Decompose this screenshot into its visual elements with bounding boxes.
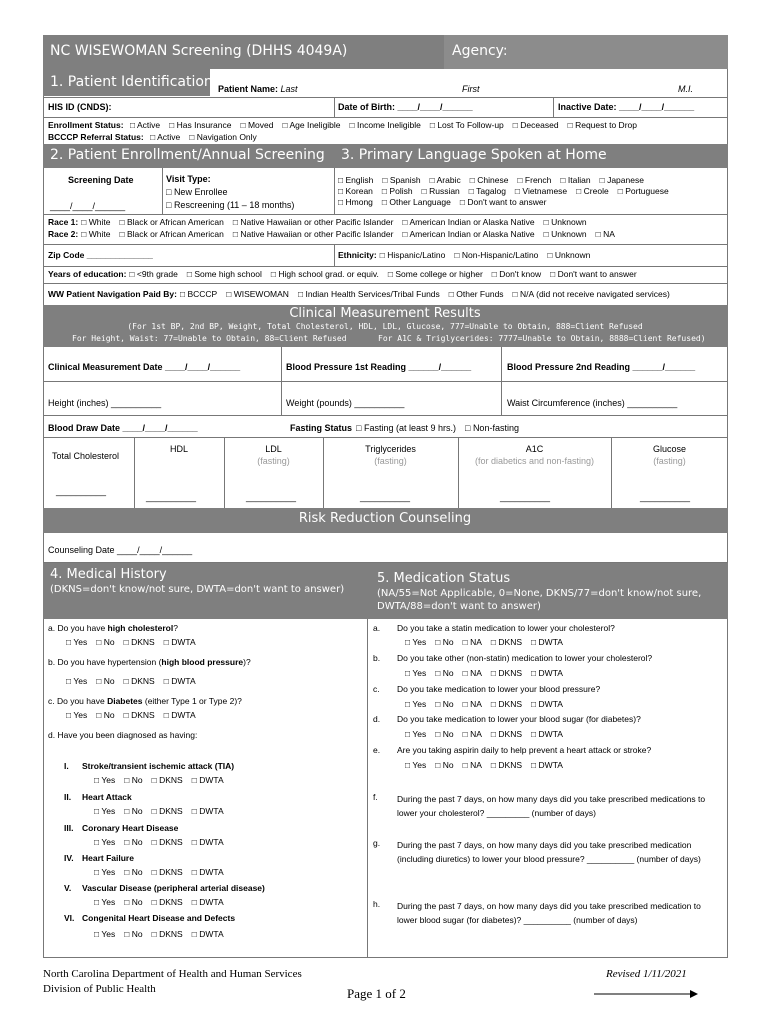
medical-note: (DKNS=don't know/not sure, DWTA=don't want to answer) — [50, 584, 345, 595]
condition-3: III. Coronary Heart Disease — [64, 823, 179, 833]
med-q-f[interactable]: During the past 7 days, on how many days did you take prescribed medications to lower your cholesterol? _________ (number of days) — [397, 794, 706, 818]
race2-na[interactable]: □ NA — [596, 229, 615, 240]
language-row-3 — [338, 197, 555, 208]
enroll-age-checkbox[interactable]: □ Age Ineligible — [282, 120, 340, 131]
lang-chinese[interactable]: □ Chinese — [470, 175, 509, 186]
risk-title: Risk Reduction Counseling — [298, 511, 472, 526]
c4-no[interactable]: □ No — [124, 867, 142, 878]
eth-hispanic[interactable]: □ Hispanic/Latino — [380, 250, 446, 261]
edu-dwta[interactable]: □ Don't want to answer — [550, 269, 637, 280]
c3-no[interactable]: □ No — [124, 837, 142, 848]
medical-q-b-options — [66, 676, 205, 687]
agency-label: Agency: — [452, 43, 508, 59]
c6-yes[interactable]: □ Yes — [94, 929, 115, 940]
navigation-row: WW Patient Navigation Paid By:□ BCCCP□ WISEWOMAN□ Indian Health Services/Tribal Funds□ Other Funds□ N/A (did not receive navigated services) — [48, 289, 679, 300]
screening-date-label: Screening Date — [68, 175, 134, 185]
qb-dwta[interactable]: □ DWTA — [164, 676, 196, 687]
lab-trig-field[interactable]: __________ — [360, 492, 411, 502]
mc-yes[interactable]: □ Yes — [405, 699, 426, 710]
lang-russian[interactable]: □ Russian — [422, 186, 460, 197]
enroll-insurance-checkbox[interactable]: □ Has Insurance — [169, 120, 231, 131]
nav-bcccp[interactable]: □ BCCCP — [180, 289, 217, 300]
patient-id-title: 1. Patient Identification — [50, 74, 213, 90]
mb-na[interactable]: □ NA — [463, 668, 482, 679]
lab-triglycerides-sub: (fasting) — [374, 456, 407, 466]
next-page-arrow-icon — [594, 986, 699, 1004]
c6-dwta[interactable]: □ DWTA — [192, 929, 224, 940]
c2-yes[interactable]: □ Yes — [94, 806, 115, 817]
med-q-b: b. Do you take other (non-statin) medication to lower your cholesterol? — [373, 653, 653, 663]
fasting-yes[interactable]: □ Fasting (at least 9 hrs.) — [356, 423, 456, 434]
lang-japanese[interactable]: □ Japanese — [600, 175, 644, 186]
education-row: Years of education:□ <9th grade□ Some high school□ High school grad. or equiv.□ Some college or higher□ Don't know□ Don't want to answer — [48, 269, 646, 280]
qa-yes[interactable]: □ Yes — [66, 637, 87, 648]
med-q-a: a. Do you take a statin medication to lower your cholesterol? — [373, 623, 615, 633]
mb-dwta[interactable]: □ DWTA — [531, 668, 563, 679]
ma-dwta[interactable]: □ DWTA — [531, 637, 563, 648]
condition-5-options — [94, 897, 233, 908]
qb-no[interactable]: □ No — [96, 676, 114, 687]
edu-dont-know[interactable]: □ Don't know — [492, 269, 541, 280]
lab-hdl: HDL — [169, 444, 188, 454]
race1-black[interactable]: □ Black or African American — [119, 217, 223, 228]
ma-dkns[interactable]: □ DKNS — [491, 637, 522, 648]
race2-unknown[interactable]: □ Unknown — [544, 229, 587, 240]
qb-yes[interactable]: □ Yes — [66, 676, 87, 687]
clinical-note-1: (For 1st BP, 2nd BP, Weight, Total Cholesterol, HDL, LDL, Glucose, 777=Unable to Obtain, 888=Client Refused — [127, 322, 643, 331]
qc-dwta[interactable]: □ DWTA — [164, 710, 196, 721]
lang-dwta[interactable]: □ Don't want to answer — [460, 197, 547, 208]
qa-dwta[interactable]: □ DWTA — [164, 637, 196, 648]
nav-other[interactable]: □ Other Funds — [449, 289, 504, 300]
md-dkns[interactable]: □ DKNS — [491, 729, 522, 740]
race2-hawaiian[interactable]: □ Native Hawaiian or other Pacific Islander — [233, 229, 394, 240]
medical-q-c-options — [66, 710, 205, 721]
lang-english[interactable]: □ English — [338, 175, 373, 186]
c3-yes[interactable]: □ Yes — [94, 837, 115, 848]
lang-other[interactable]: □ Other Language — [382, 197, 451, 208]
race-2-row: Race 2:□ White□ Black or African American□ Native Hawaiian or other Pacific Islander□ American Indian or Alaska Native□ Unknown□ NA — [48, 229, 624, 240]
screening-date-field[interactable]: ____/____/______ — [50, 201, 126, 211]
mc-dkns[interactable]: □ DKNS — [491, 699, 522, 710]
mc-no[interactable]: □ No — [435, 699, 453, 710]
med-q-b-options — [405, 668, 572, 679]
enroll-lost-checkbox[interactable]: □ Lost To Follow-up — [430, 120, 504, 131]
c4-dwta[interactable]: □ DWTA — [192, 867, 224, 878]
enroll-income-checkbox[interactable]: □ Income Ineligible — [350, 120, 421, 131]
bcccp-row: BCCCP Referral Status: □ Active□ Navigation Only — [48, 132, 266, 143]
lang-french[interactable]: □ French — [517, 175, 551, 186]
ma-no[interactable]: □ No — [435, 637, 453, 648]
lang-spanish[interactable]: □ Spanish — [382, 175, 420, 186]
ma-yes[interactable]: □ Yes — [405, 637, 426, 648]
condition-2-options — [94, 806, 233, 817]
c2-dwta[interactable]: □ DWTA — [192, 806, 224, 817]
lab-glucose: Glucose — [652, 444, 687, 454]
c2-no[interactable]: □ No — [124, 806, 142, 817]
edu-college[interactable]: □ Some college or higher — [388, 269, 483, 280]
qa-no[interactable]: □ No — [96, 637, 114, 648]
med-q-a-options — [405, 637, 572, 648]
eth-non-hispanic[interactable]: □ Non-Hispanic/Latino — [454, 250, 538, 261]
medical-title: 4. Medical History — [50, 567, 167, 582]
lab-ldl: LDL — [265, 444, 282, 454]
medication-note: (NA/55=Not Applicable, 0=None, DKNS/77=don't know/not sure, DWTA/88=don't want to answer) — [377, 588, 702, 612]
enrollment-title: 2. Patient Enrollment/Annual Screening — [50, 147, 325, 163]
bcccp-navigation-checkbox[interactable]: □ Navigation Only — [189, 132, 257, 143]
med-q-e: e. Are you taking aspirin daily to help prevent a heart attack or stroke? — [373, 745, 652, 755]
med-q-d: d. Do you take medication to lower your blood sugar (for diabetes)? — [373, 714, 641, 724]
lang-hmong[interactable]: □ Hmong — [338, 197, 373, 208]
enroll-drop-checkbox[interactable]: □ Request to Drop — [568, 120, 637, 131]
c1-no[interactable]: □ No — [124, 775, 142, 786]
med-q-h-letter: h. — [373, 899, 381, 909]
condition-6: VI. Congenital Heart Disease and Defects — [64, 913, 236, 923]
race1-white[interactable]: □ White — [81, 217, 110, 228]
md-na[interactable]: □ NA — [463, 729, 482, 740]
clinical-note-2: For Height, Waist: 77=Unable to Obtain, 88=Client Refused — [72, 334, 347, 343]
c5-no[interactable]: □ No — [124, 897, 142, 908]
mi-label: M.I. — [678, 84, 693, 94]
condition-6-options — [94, 929, 233, 940]
qc-yes[interactable]: □ Yes — [66, 710, 87, 721]
ma-na[interactable]: □ NA — [463, 637, 482, 648]
race2-black[interactable]: □ Black or African American — [119, 229, 223, 240]
condition-4: IV. Heart Failure — [64, 853, 134, 863]
c4-dkns[interactable]: □ DKNS — [152, 867, 183, 878]
c1-dwta[interactable]: □ DWTA — [192, 775, 224, 786]
nav-wisewoman[interactable]: □ WISEWOMAN — [226, 289, 289, 300]
medical-q-c: c. Do you have Diabetes (either Type 1 or Type 2)? — [48, 696, 242, 706]
dob-field[interactable]: Date of Birth: ____/____/______ — [338, 102, 473, 112]
zip-code-field[interactable]: Zip Code ______________ — [48, 250, 153, 260]
c4-yes[interactable]: □ Yes — [94, 867, 115, 878]
nav-ihs[interactable]: □ Indian Health Services/Tribal Funds — [298, 289, 440, 300]
first-name-label: First — [462, 84, 480, 94]
enroll-moved-checkbox[interactable]: □ Moved — [240, 120, 273, 131]
visit-type-label: Visit Type: — [166, 174, 211, 184]
ethnicity-row: Ethnicity:□ Hispanic/Latino□ Non-Hispanic/Latino□ Unknown — [338, 250, 599, 261]
c3-dwta[interactable]: □ DWTA — [192, 837, 224, 848]
footer-revised: Revised 1/11/2021 — [606, 968, 687, 980]
race1-unknown[interactable]: □ Unknown — [544, 217, 587, 228]
med-q-f-letter: f. — [373, 792, 378, 802]
enroll-deceased-checkbox[interactable]: □ Deceased — [513, 120, 559, 131]
lab-ldl-field[interactable]: __________ — [246, 492, 297, 502]
rescreening-checkbox[interactable]: □ Rescreening (11 – 18 months) — [166, 200, 294, 211]
nav-na[interactable]: □ N/A (did not receive navigated services) — [513, 289, 670, 300]
lab-total-chol-field[interactable]: __________ — [56, 486, 107, 496]
edu-high-grad[interactable]: □ High school grad. or equiv. — [271, 269, 379, 280]
measurement-date-field[interactable]: Clinical Measurement Date ____/____/______ — [48, 362, 241, 372]
footer-page: Page 1 of 2 — [347, 986, 406, 1001]
race2-native[interactable]: □ American Indian or Alaska Native — [402, 229, 534, 240]
lab-ldl-sub: (fasting) — [257, 456, 290, 466]
me-no[interactable]: □ No — [435, 760, 453, 771]
med-q-d-options — [405, 729, 572, 740]
qc-no[interactable]: □ No — [96, 710, 114, 721]
condition-5: V. Vascular Disease (peripheral arterial disease) — [64, 883, 265, 893]
c1-yes[interactable]: □ Yes — [94, 775, 115, 786]
lang-arabic[interactable]: □ Arabic — [430, 175, 461, 186]
md-no[interactable]: □ No — [435, 729, 453, 740]
mb-yes[interactable]: □ Yes — [405, 668, 426, 679]
enrollment-status-row: Enrollment Status: □ Active□ Has Insurance□ Moved□ Age Ineligible□ Income Ineligible□ Lost To Follow-up□ Deceased□ Request to Drop — [48, 120, 726, 131]
lab-a1c: A1C — [525, 444, 544, 454]
inactive-date-field[interactable]: Inactive Date: ____/____/______ — [558, 102, 695, 112]
med-q-g[interactable]: During the past 7 days, on how many days did you take prescribed medication (including diuretics) to lower your blood pressure? __________ (number of days) — [397, 840, 701, 864]
patient-name-row — [218, 84, 298, 95]
lang-tagalog[interactable]: □ Tagalog — [469, 186, 506, 197]
blood-draw-field[interactable]: Blood Draw Date ____/____/______ — [48, 423, 198, 433]
lab-a1c-sub: (for diabetics and non-fasting) — [474, 456, 595, 466]
mb-dkns[interactable]: □ DKNS — [491, 668, 522, 679]
edu-lt9[interactable]: □ <9th grade — [129, 269, 177, 280]
lang-creole[interactable]: □ Creole — [576, 186, 609, 197]
qa-dkns[interactable]: □ DKNS — [124, 637, 155, 648]
new-enrollee-checkbox[interactable]: □ New Enrollee — [166, 187, 227, 198]
language-title: 3. Primary Language Spoken at Home — [341, 147, 607, 163]
lang-korean[interactable]: □ Korean — [338, 186, 373, 197]
condition-1: I. Stroke/transient ischemic attack (TIA) — [64, 761, 235, 771]
language-row-1 — [338, 175, 653, 186]
mc-na[interactable]: □ NA — [463, 699, 482, 710]
med-q-e-options — [405, 760, 572, 771]
me-dkns[interactable]: □ DKNS — [491, 760, 522, 771]
lang-polish[interactable]: □ Polish — [382, 186, 413, 197]
waist-field[interactable]: Waist Circumference (inches) __________ — [507, 398, 678, 408]
his-id-label[interactable]: HIS ID (CNDS): — [48, 102, 112, 112]
lang-vietnamese[interactable]: □ Vietnamese — [515, 186, 567, 197]
me-dwta[interactable]: □ DWTA — [531, 760, 563, 771]
me-yes[interactable]: □ Yes — [405, 760, 426, 771]
condition-3-options — [94, 837, 233, 848]
medical-q-a-options — [66, 637, 205, 648]
condition-4-options — [94, 867, 233, 878]
bp1-field[interactable]: Blood Pressure 1st Reading ______/______ — [286, 362, 472, 372]
medical-q-a: a. Do you have high cholesterol? — [48, 623, 178, 633]
med-q-h[interactable]: During the past 7 days, on how many days did you take prescribed medication to lower blood sugar (for diabetes)? __________ (number of days) — [397, 901, 701, 925]
c1-dkns[interactable]: □ DKNS — [152, 775, 183, 786]
counseling-date-field[interactable]: Counseling Date ____/____/______ — [48, 545, 193, 555]
last-name-label: Last — [280, 84, 298, 94]
weight-field[interactable]: Weight (pounds) __________ — [286, 398, 405, 408]
lab-triglycerides: Triglycerides — [365, 444, 416, 454]
med-q-c: c. Do you take medication to lower your blood pressure? — [373, 684, 601, 694]
med-q-g-letter: g. — [373, 838, 381, 848]
eth-unknown[interactable]: □ Unknown — [547, 250, 590, 261]
footer-division: Division of Public Health — [43, 983, 156, 995]
clinical-note-3: For A1C & Triglycerides: 7777=Unable to Obtain, 8888=Client Refused) — [378, 334, 706, 343]
height-field[interactable]: Height (inches) __________ — [48, 398, 162, 408]
med-q-c-options — [405, 699, 572, 710]
c5-yes[interactable]: □ Yes — [94, 897, 115, 908]
lab-glucose-field[interactable]: __________ — [640, 492, 691, 502]
c3-dkns[interactable]: □ DKNS — [152, 837, 183, 848]
bp2-field[interactable]: Blood Pressure 2nd Reading ______/______ — [507, 362, 696, 372]
edu-some-high[interactable]: □ Some high school — [187, 269, 262, 280]
c5-dkns[interactable]: □ DKNS — [152, 897, 183, 908]
me-na[interactable]: □ NA — [463, 760, 482, 771]
c6-no[interactable]: □ No — [124, 929, 142, 940]
lang-portuguese[interactable]: □ Portuguese — [618, 186, 669, 197]
condition-2: II. Heart Attack — [64, 792, 132, 802]
lab-hdl-field[interactable]: __________ — [146, 492, 197, 502]
race1-hawaiian[interactable]: □ Native Hawaiian or other Pacific Islander — [233, 217, 394, 228]
c6-dkns[interactable]: □ DKNS — [152, 929, 183, 940]
bcccp-active-checkbox[interactable]: □ Active — [150, 132, 180, 143]
mb-no[interactable]: □ No — [435, 668, 453, 679]
medical-q-d: d. Have you been diagnosed as having: — [48, 730, 198, 740]
lab-glucose-sub: (fasting) — [653, 456, 686, 466]
race2-white[interactable]: □ White — [81, 229, 110, 240]
race-1-row: Race 1:□ White□ Black or African American□ Native Hawaiian or other Pacific Islander□ American Indian or Alaska Native□ Unknown — [48, 217, 596, 228]
md-dwta[interactable]: □ DWTA — [531, 729, 563, 740]
race1-native[interactable]: □ American Indian or Alaska Native — [402, 217, 534, 228]
condition-1-options — [94, 775, 233, 786]
enroll-active-checkbox[interactable]: □ Active — [130, 120, 160, 131]
lab-total-cholesterol: Total Cholesterol — [52, 451, 120, 461]
footer-dept: North Carolina Department of Health and Human Services — [43, 968, 302, 980]
medical-q-b: b. Do you have hypertension (high blood pressure)? — [48, 657, 251, 667]
mc-dwta[interactable]: □ DWTA — [531, 699, 563, 710]
fasting-no[interactable]: □ Non-fasting — [465, 423, 519, 434]
qb-dkns[interactable]: □ DKNS — [124, 676, 155, 687]
lab-a1c-field[interactable]: __________ — [500, 492, 551, 502]
c5-dwta[interactable]: □ DWTA — [192, 897, 224, 908]
medication-title: 5. Medication Status — [377, 571, 511, 586]
md-yes[interactable]: □ Yes — [405, 729, 426, 740]
language-row-2 — [338, 186, 678, 197]
c2-dkns[interactable]: □ DKNS — [152, 806, 183, 817]
patient-name-label: Patient Name: — [218, 84, 279, 94]
qc-dkns[interactable]: □ DKNS — [124, 710, 155, 721]
fasting-row: Fasting Status□ Fasting (at least 9 hrs.)□ Non-fasting — [290, 423, 528, 434]
form-title: NC WISEWOMAN Screening (DHHS 4049A) — [50, 43, 348, 59]
clinical-title: Clinical Measurement Results — [289, 306, 481, 321]
lang-italian[interactable]: □ Italian — [560, 175, 590, 186]
